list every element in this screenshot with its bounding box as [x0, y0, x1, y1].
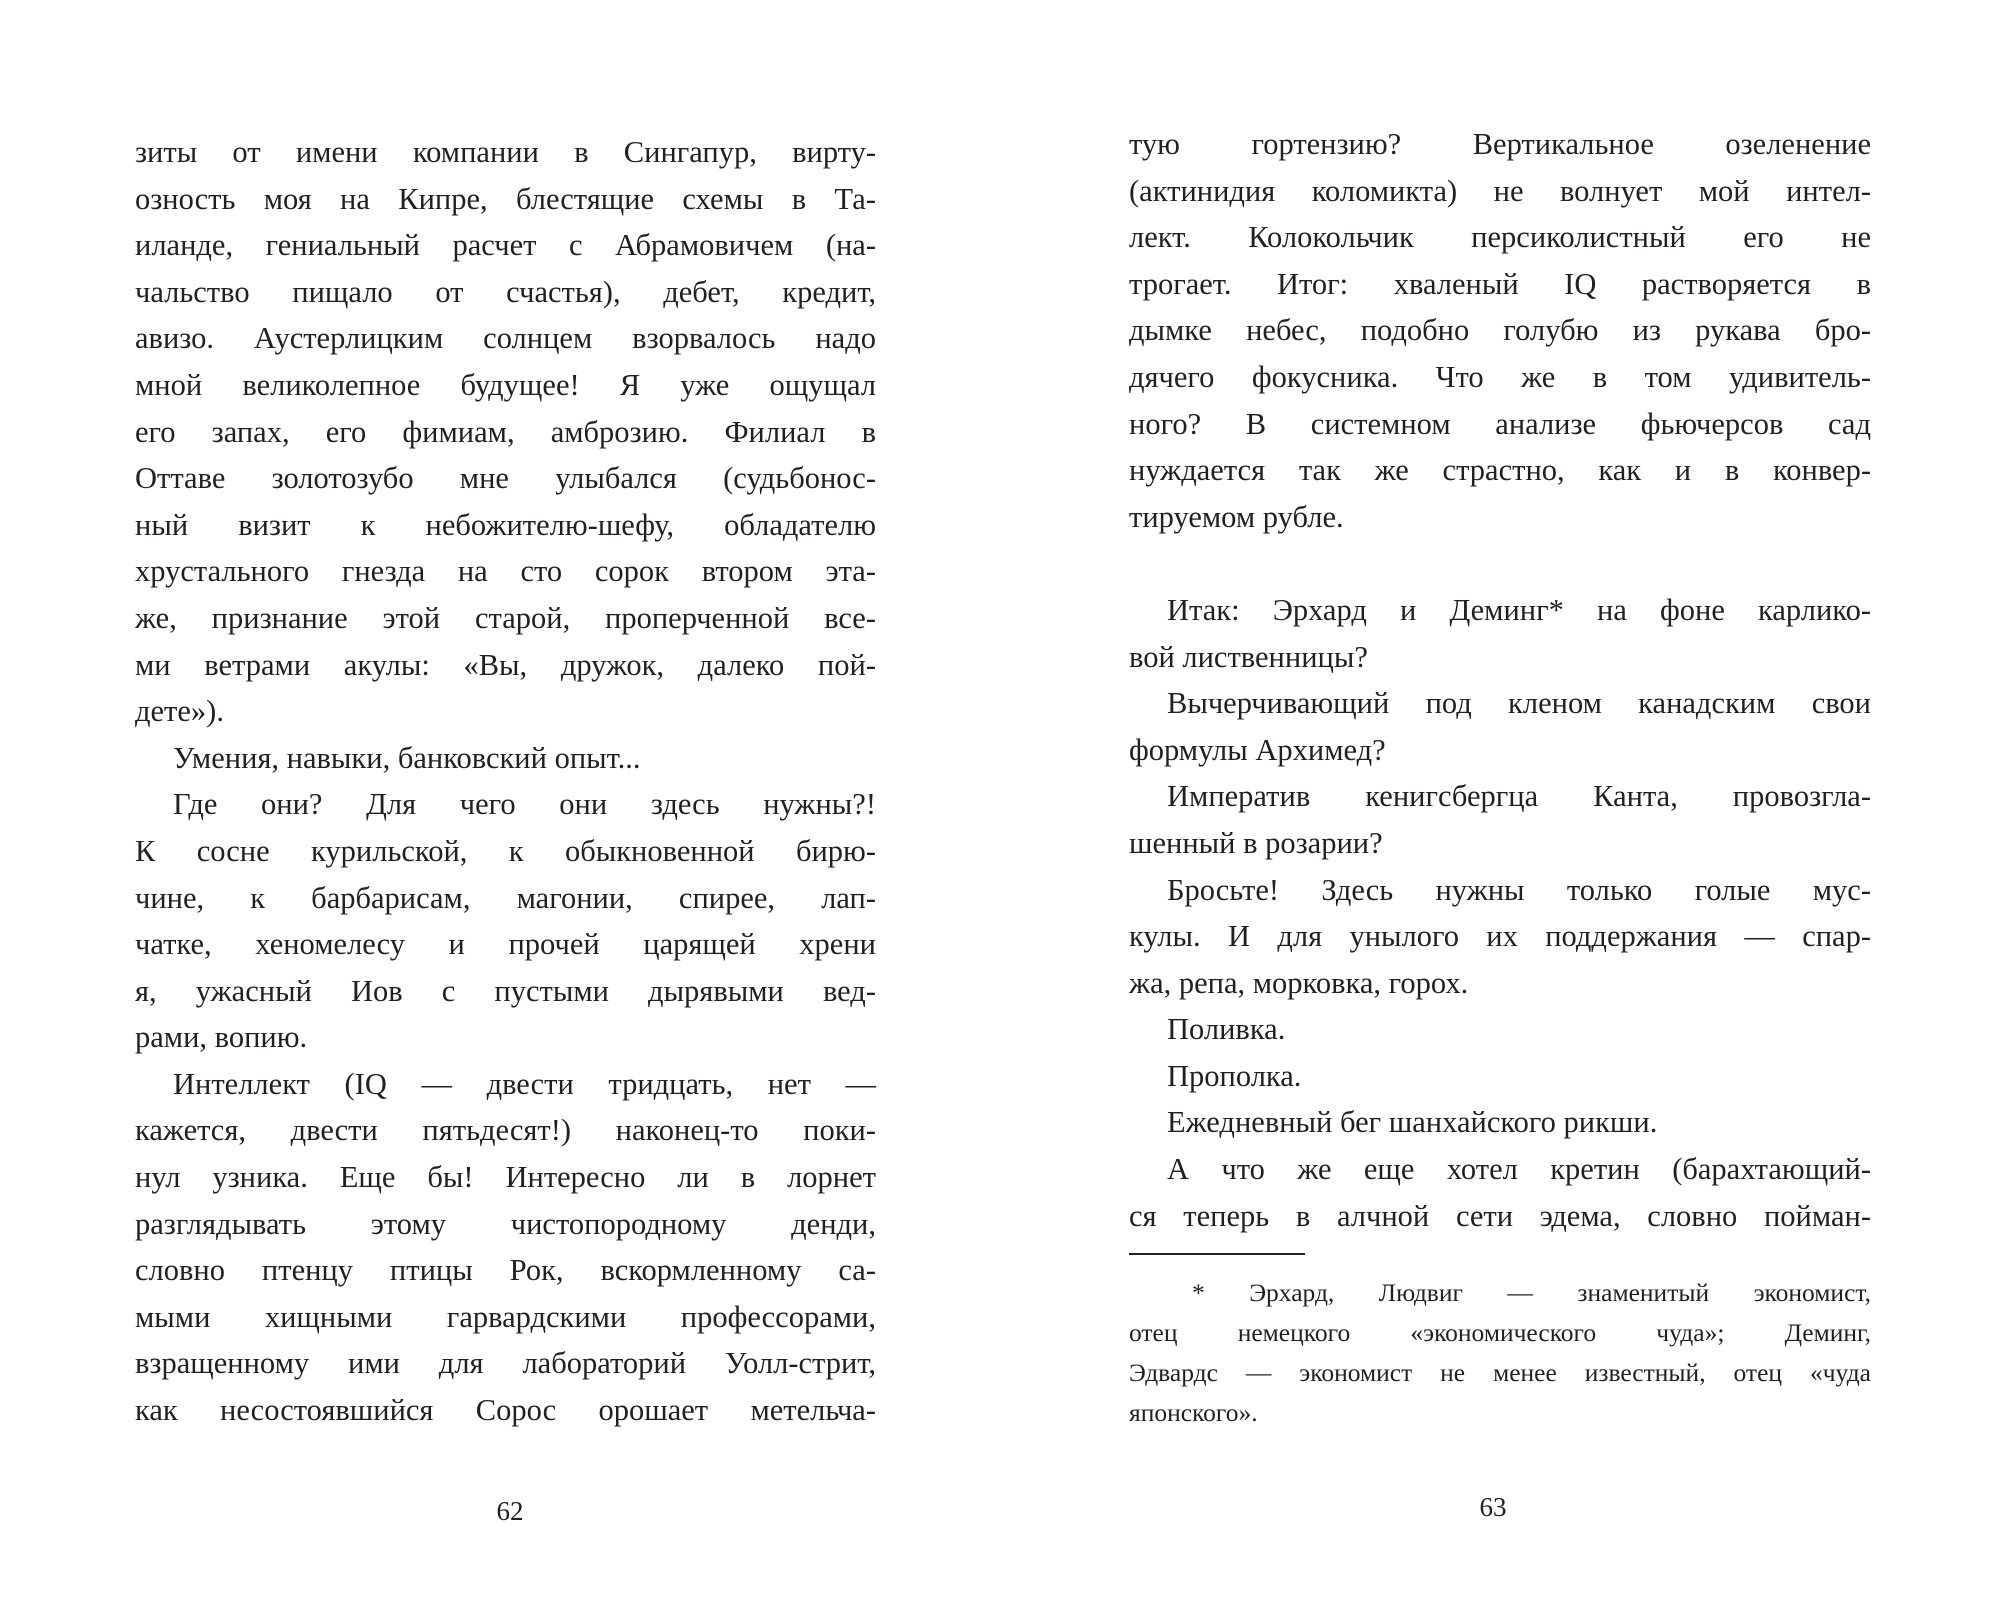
text-line: рами, вопию. [135, 1020, 308, 1055]
text-line: взращенному ими для лабораторий Уолл-стрит, [135, 1346, 876, 1381]
text-line: тую гортензию? Вертикальное озеленение [1129, 127, 1871, 161]
text-line: ный визит к небожителю-шефу, обладателю [135, 507, 876, 542]
text-line: жа, репа, морковка, горох. [1129, 965, 1469, 1000]
text-line: хрустального гнезда на сто сорок втором эта- [135, 554, 876, 589]
text-line: Интеллект (IQ — двести тридцать, нет — [173, 1066, 876, 1101]
text-line: Ежедневный бег шанхайского рикши. [1167, 1105, 1658, 1140]
text-line: я, ужасный Иов с пустыми дырявыми вед- [135, 973, 876, 1008]
text-line: формулы Архимед? [1129, 732, 1386, 767]
text-line: тируемом рубле. [1129, 499, 1344, 534]
text-line: кулы. И для унылого их поддержания — спар- [1129, 919, 1871, 954]
text-line: озность моя на Кипре, блестящие схемы в Та- [135, 181, 876, 216]
text-line: ся теперь в алчной сети эдема, словно пойман- [1129, 1198, 1871, 1233]
text-line: ного? В системном анализе фьючерсов сад [1129, 406, 1871, 441]
text-line: Прополка. [1167, 1058, 1302, 1093]
text-line: словно птенцу птицы Рок, вскормленному са- [135, 1253, 876, 1288]
footnote [1129, 1273, 1871, 1433]
page-number-right: 63 [1479, 1492, 1507, 1522]
text-line: же, признание этой старой, проперченной все- [135, 600, 876, 635]
text-line: Умения, навыки, банковский опыт... [173, 740, 641, 775]
text-line: чатке, хеномелесу и прочей царящей хрени [135, 927, 876, 962]
footnote-line: Эдвардс — экономист не менее известный, отец «чуда [1129, 1358, 1871, 1387]
text-line: чине, к барбарисам, магонии, спирее, лап- [135, 880, 876, 915]
text-line: Итак: Эрхард и Деминг* на фоне карлико- [1167, 592, 1871, 627]
text-line: дячего фокусника. Что же в том удивитель- [1129, 359, 1871, 394]
text-line: Бросьте! Здесь нужны только голые мус- [1167, 872, 1871, 907]
footnote-line: японского». [1129, 1398, 1258, 1427]
text-line: разглядывать этому чистопородному денди, [135, 1206, 876, 1241]
text-line: А что же еще хотел кретин (барахтающий- [1167, 1152, 1871, 1187]
text-line: К сосне курильской, к обыкновенной бирю- [135, 833, 876, 868]
text-line: дете»). [135, 694, 224, 729]
text-line: чальство пищало от счастья), дебет, кредит, [135, 274, 876, 309]
text-line: Оттаве золотозубо мне улыбался (судьбонос- [135, 461, 876, 496]
text-line: Вычерчивающий под кленом канадским свои [1167, 686, 1871, 721]
page-number-left: 62 [496, 1496, 524, 1526]
text-line: лект. Колокольчик персиколистный его не [1129, 220, 1871, 255]
footnote-line: * Эрхард, Людвиг — знаменитый экономист, [1192, 1278, 1871, 1307]
footnote-divider [1129, 1253, 1305, 1255]
text-line: нул узника. Еще бы! Интересно ли в лорнет [135, 1160, 876, 1195]
right-page-text [1129, 121, 1871, 1239]
text-line: авизо. Аустерлицким солнцем взорвалось надо [135, 321, 876, 356]
text-line: трогает. Итог: хваленый IQ растворяется в [1129, 266, 1871, 301]
text-line: Императив кенигсбергца Канта, провозгла- [1167, 779, 1871, 814]
left-page-text [135, 129, 876, 1434]
text-line: мыми хищными гарвардскими профессорами, [135, 1299, 876, 1334]
footnote-line: отец немецкого «экономического чуда»; Деминг, [1129, 1318, 1871, 1347]
text-line: вой лиственницы? [1129, 639, 1368, 674]
text-line: его запах, его фимиам, амброзию. Филиал в [135, 414, 876, 449]
text-line: кажется, двести пятьдесят!) наконец-то поки- [135, 1113, 876, 1148]
text-line: дымке небес, подобно голубю из рукава бро- [1129, 313, 1871, 348]
text-line: шенный в розарии? [1129, 825, 1383, 860]
text-line: (актинидия коломикта) не волнует мой интел- [1129, 173, 1871, 208]
text-line: зиты от имени компании в Сингапур, вирту- [135, 135, 876, 169]
text-line: мной великолепное будущее! Я уже ощущал [135, 367, 876, 402]
text-line: нуждается так же страстно, как и в конвер- [1129, 453, 1871, 488]
text-line: как несостоявшийся Сорос орошает метельча- [135, 1393, 876, 1428]
text-line: Поливка. [1167, 1012, 1286, 1047]
text-line [1129, 540, 1871, 587]
text-line: Где они? Для чего они здесь нужны?! [173, 787, 876, 822]
text-line: иланде, гениальный расчет с Абрамовичем (на- [135, 228, 876, 263]
text-line: ми ветрами акулы: «Вы, дружок, далеко пой- [135, 647, 876, 682]
